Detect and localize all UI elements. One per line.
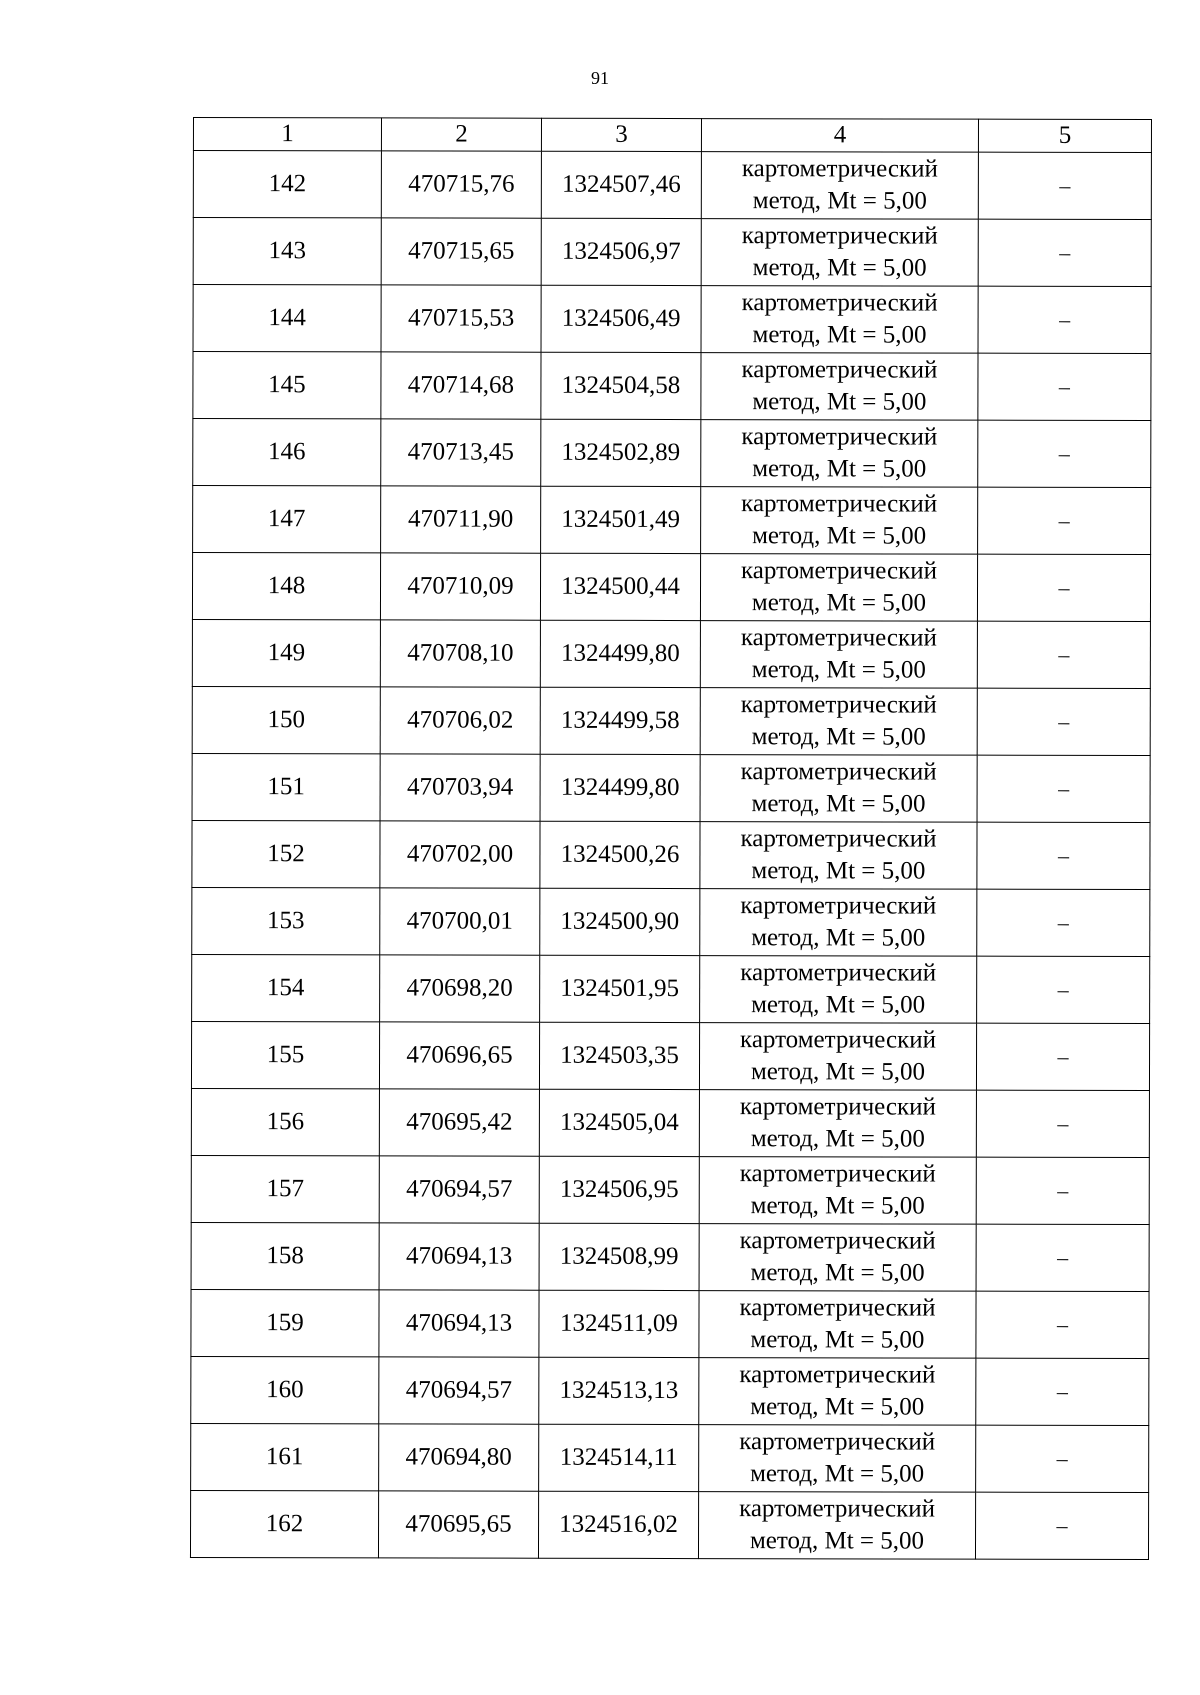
method-accuracy-text: метод, Mt = 5,00 [750, 1460, 925, 1488]
point-number-cell: 148 [192, 553, 380, 620]
point-number-cell: 155 [191, 1021, 379, 1088]
point-number-cell: 147 [193, 486, 381, 553]
method-cell [701, 219, 978, 287]
table-row [193, 285, 1151, 354]
x-coordinate-cell: 470695,42 [379, 1089, 539, 1156]
x-coordinate-cell: 470694,80 [379, 1424, 539, 1491]
y-coordinate-cell: 1324502,89 [541, 419, 701, 486]
point-number-cell: 143 [193, 218, 381, 285]
method-cell [701, 152, 978, 220]
method-name-text: картометрический [740, 1026, 937, 1054]
table-row [191, 1021, 1149, 1090]
y-coordinate-cell: 1324500,26 [540, 821, 700, 888]
method-name-text: картометрический [741, 356, 938, 384]
point-number-cell: 145 [193, 352, 381, 419]
point-number-cell: 157 [191, 1155, 379, 1222]
method-accuracy-text: метод, Mt = 5,00 [752, 254, 927, 282]
method-name-text: картометрический [740, 825, 937, 853]
method-accuracy-text: метод, Mt = 5,00 [750, 1192, 925, 1220]
point-number-cell: 152 [192, 820, 380, 887]
coordinates-table [190, 117, 1152, 1560]
method-name-text: картометрический [740, 959, 937, 987]
method-cell [701, 420, 978, 488]
method-name-text: картометрический [739, 1294, 936, 1322]
point-number-cell: 151 [192, 753, 380, 820]
point-number-cell: 162 [190, 1490, 378, 1557]
column-5-cell: – [976, 1090, 1149, 1157]
point-number-cell: 142 [193, 151, 381, 218]
column-header-2: 2 [381, 118, 541, 151]
y-coordinate-cell: 1324501,95 [540, 955, 700, 1022]
method-name-text: картометрический [740, 892, 937, 920]
column-5-cell: – [978, 353, 1151, 420]
method-name-text: картометрический [741, 289, 938, 317]
method-name-text: картометрический [741, 423, 938, 451]
column-5-cell: – [978, 152, 1151, 219]
column-5-cell: – [978, 420, 1151, 487]
column-5-cell: – [977, 688, 1150, 755]
method-cell [700, 554, 977, 622]
point-number-cell: 149 [192, 619, 380, 686]
method-accuracy-text: метод, Mt = 5,00 [751, 857, 926, 885]
y-coordinate-cell: 1324514,11 [539, 1424, 699, 1491]
table-row [192, 820, 1150, 889]
method-name-text: картометрический [739, 1495, 936, 1523]
method-name-text: картометрический [740, 691, 937, 719]
column-5-cell: – [977, 621, 1150, 688]
method-cell [701, 487, 978, 555]
method-cell [699, 1358, 976, 1426]
y-coordinate-cell: 1324506,97 [541, 218, 701, 285]
method-name-text: картометрический [740, 624, 937, 652]
table-header-row [193, 118, 1151, 153]
x-coordinate-cell: 470710,09 [380, 553, 540, 620]
x-coordinate-cell: 470713,45 [381, 419, 541, 486]
x-coordinate-cell: 470694,57 [379, 1156, 539, 1223]
method-cell [700, 755, 977, 823]
method-accuracy-text: метод, Mt = 5,00 [750, 1326, 925, 1354]
column-5-cell: – [976, 1023, 1149, 1090]
column-5-cell: – [975, 1492, 1148, 1559]
method-name-text: картометрический [741, 222, 938, 250]
y-coordinate-cell: 1324499,58 [540, 687, 700, 754]
method-accuracy-text: метод, Mt = 5,00 [749, 1527, 925, 1555]
x-coordinate-cell: 470708,10 [380, 620, 540, 687]
x-coordinate-cell: 470714,68 [381, 352, 541, 419]
y-coordinate-cell: 1324505,04 [539, 1089, 699, 1156]
method-accuracy-text: метод, Mt = 5,00 [751, 589, 927, 617]
x-coordinate-cell: 470706,02 [380, 687, 540, 754]
method-accuracy-text: метод, Mt = 5,00 [752, 455, 927, 483]
table-row [191, 1155, 1149, 1224]
column-5-cell: – [976, 1224, 1149, 1291]
column-5-cell: – [977, 554, 1150, 621]
method-accuracy-text: метод, Mt = 5,00 [750, 1259, 925, 1287]
method-name-text: картометрический [739, 1361, 936, 1389]
x-coordinate-cell: 470696,65 [379, 1022, 539, 1089]
y-coordinate-cell: 1324504,58 [541, 352, 701, 419]
point-number-cell: 153 [192, 887, 380, 954]
method-accuracy-text: метод, Mt = 5,00 [752, 388, 927, 416]
column-5-cell: – [977, 889, 1150, 956]
point-number-cell: 156 [191, 1088, 379, 1155]
method-accuracy-text: метод, Mt = 5,00 [751, 723, 926, 751]
column-header-5: 5 [978, 119, 1151, 152]
column-5-cell: – [977, 956, 1150, 1023]
method-name-text: картометрический [739, 1428, 936, 1456]
table-row [192, 954, 1150, 1023]
method-accuracy-text: метод, Mt = 5,00 [751, 656, 926, 684]
table-row [191, 1289, 1149, 1358]
y-coordinate-cell: 1324500,44 [540, 553, 700, 620]
table-row [192, 619, 1150, 688]
table-row [193, 218, 1151, 287]
point-number-cell: 146 [193, 419, 381, 486]
method-cell [699, 1425, 976, 1493]
x-coordinate-cell: 470715,65 [381, 218, 541, 285]
method-name-text: картометрический [739, 1160, 936, 1188]
table-row [193, 419, 1151, 488]
method-accuracy-text: метод, Mt = 5,00 [752, 187, 927, 215]
y-coordinate-cell: 1324511,09 [539, 1290, 699, 1357]
x-coordinate-cell: 470711,90 [381, 486, 541, 553]
table-row [191, 1088, 1149, 1157]
point-number-cell: 158 [191, 1222, 379, 1289]
column-5-cell: – [976, 1425, 1149, 1492]
method-accuracy-text: метод, Mt = 5,00 [752, 321, 927, 349]
method-accuracy-text: метод, Mt = 5,00 [751, 924, 926, 952]
page-number: 91 [591, 68, 609, 88]
x-coordinate-cell: 470700,01 [380, 888, 540, 955]
table-row [191, 1423, 1149, 1492]
y-coordinate-cell: 1324499,80 [540, 620, 700, 687]
method-cell [701, 353, 978, 421]
method-cell [699, 1090, 976, 1158]
method-accuracy-text: метод, Mt = 5,00 [750, 1058, 926, 1086]
method-name-text: картометрический [740, 758, 937, 786]
y-coordinate-cell: 1324516,02 [538, 1491, 698, 1558]
point-number-cell: 154 [192, 954, 380, 1021]
column-5-cell: – [978, 219, 1151, 286]
table-body [190, 151, 1151, 1560]
y-coordinate-cell: 1324506,49 [541, 285, 701, 352]
point-number-cell: 150 [192, 686, 380, 753]
method-cell [700, 822, 977, 890]
method-cell [700, 889, 977, 957]
column-5-cell: – [977, 822, 1150, 889]
method-cell [699, 1157, 976, 1225]
coordinates-table-container [190, 117, 1152, 1560]
table-row [190, 1490, 1148, 1559]
method-name-text: картометрический [739, 1227, 936, 1255]
method-cell [700, 688, 977, 756]
x-coordinate-cell: 470703,94 [380, 754, 540, 821]
method-cell [699, 1224, 976, 1292]
method-cell [699, 1291, 976, 1359]
point-number-cell: 161 [191, 1423, 379, 1490]
method-accuracy-text: метод, Mt = 5,00 [750, 1393, 925, 1421]
method-cell [700, 621, 977, 689]
y-coordinate-cell: 1324508,99 [539, 1223, 699, 1290]
x-coordinate-cell: 470694,13 [379, 1223, 539, 1290]
method-name-text: картометрический [741, 490, 938, 518]
column-5-cell: – [976, 1157, 1149, 1224]
method-cell [701, 286, 978, 354]
y-coordinate-cell: 1324500,90 [540, 888, 700, 955]
method-accuracy-text: метод, Mt = 5,00 [752, 522, 927, 550]
method-cell [699, 1023, 976, 1091]
table-row [191, 1222, 1149, 1291]
column-5-cell: – [978, 487, 1151, 554]
x-coordinate-cell: 470702,00 [380, 821, 540, 888]
point-number-cell: 144 [193, 285, 381, 352]
y-coordinate-cell: 1324501,49 [541, 486, 701, 553]
table-row [192, 753, 1150, 822]
method-accuracy-text: метод, Mt = 5,00 [751, 790, 926, 818]
method-accuracy-text: метод, Mt = 5,00 [750, 1125, 925, 1153]
table-row [193, 151, 1151, 220]
column-5-cell: – [977, 755, 1150, 822]
table-row [192, 887, 1150, 956]
column-5-cell: – [976, 1358, 1149, 1425]
column-5-cell: – [978, 286, 1151, 353]
table-row [193, 486, 1151, 555]
x-coordinate-cell: 470695,65 [378, 1491, 538, 1558]
x-coordinate-cell: 470694,13 [379, 1290, 539, 1357]
y-coordinate-cell: 1324503,35 [539, 1022, 699, 1089]
column-header-3: 3 [541, 118, 701, 151]
x-coordinate-cell: 470715,76 [381, 151, 541, 218]
y-coordinate-cell: 1324507,46 [541, 151, 701, 218]
table-row [192, 686, 1150, 755]
method-cell [698, 1492, 975, 1560]
y-coordinate-cell: 1324506,95 [539, 1156, 699, 1223]
table-row [193, 352, 1151, 421]
x-coordinate-cell: 470698,20 [380, 955, 540, 1022]
column-header-1: 1 [193, 118, 381, 151]
method-name-text: картометрический [739, 1093, 936, 1121]
x-coordinate-cell: 470694,57 [379, 1357, 539, 1424]
method-accuracy-text: метод, Mt = 5,00 [751, 991, 926, 1019]
y-coordinate-cell: 1324499,80 [540, 754, 700, 821]
column-header-4: 4 [701, 119, 978, 153]
y-coordinate-cell: 1324513,13 [539, 1357, 699, 1424]
point-number-cell: 159 [191, 1289, 379, 1356]
point-number-cell: 160 [191, 1356, 379, 1423]
x-coordinate-cell: 470715,53 [381, 285, 541, 352]
method-cell [700, 956, 977, 1024]
method-name-text: картометрический [741, 155, 938, 183]
column-5-cell: – [976, 1291, 1149, 1358]
table-row [192, 553, 1150, 622]
table-row [191, 1356, 1149, 1425]
method-name-text: картометрический [741, 557, 938, 585]
